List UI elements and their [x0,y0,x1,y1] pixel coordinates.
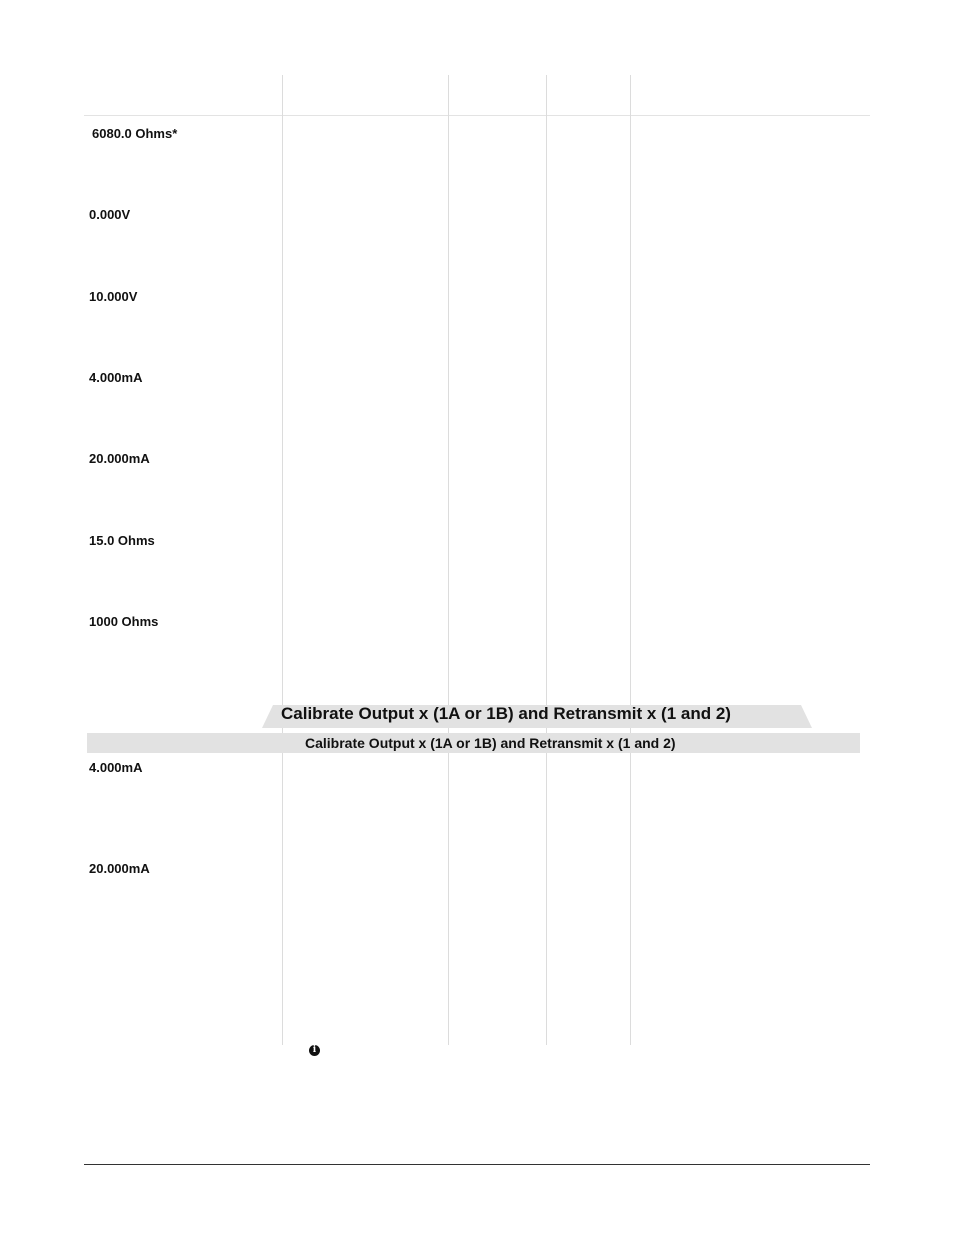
column-divider-4 [630,75,631,1045]
info-icon: i [309,1045,320,1056]
footer-divider [84,1164,870,1165]
table-row-label: 20.000mA [89,861,150,876]
table-row-label: 4.000mA [89,760,143,775]
table-row-label: 1000 Ohms [89,614,159,629]
section-header-bar [87,733,860,753]
table-row-label: 15.0 Ohms [89,533,155,548]
column-divider-2 [448,75,449,1045]
table-row-label: 6080.0 Ohms* [92,126,178,141]
table-row-label: 0.000V [89,207,131,222]
table-header-divider [84,115,870,116]
table-row-label: 20.000mA [89,451,150,466]
table-row-label: 4.000mA [89,370,143,385]
section-tab-title: Calibrate Output x (1A or 1B) and Retransmit x (1 and 2) [281,704,731,723]
column-divider-1 [282,75,283,1045]
table-row-label: 10.000V [89,289,138,304]
section-header-title: Calibrate Output x (1A or 1B) and Retransmit x (1 and 2) [305,735,676,751]
column-divider-3 [546,75,547,1045]
